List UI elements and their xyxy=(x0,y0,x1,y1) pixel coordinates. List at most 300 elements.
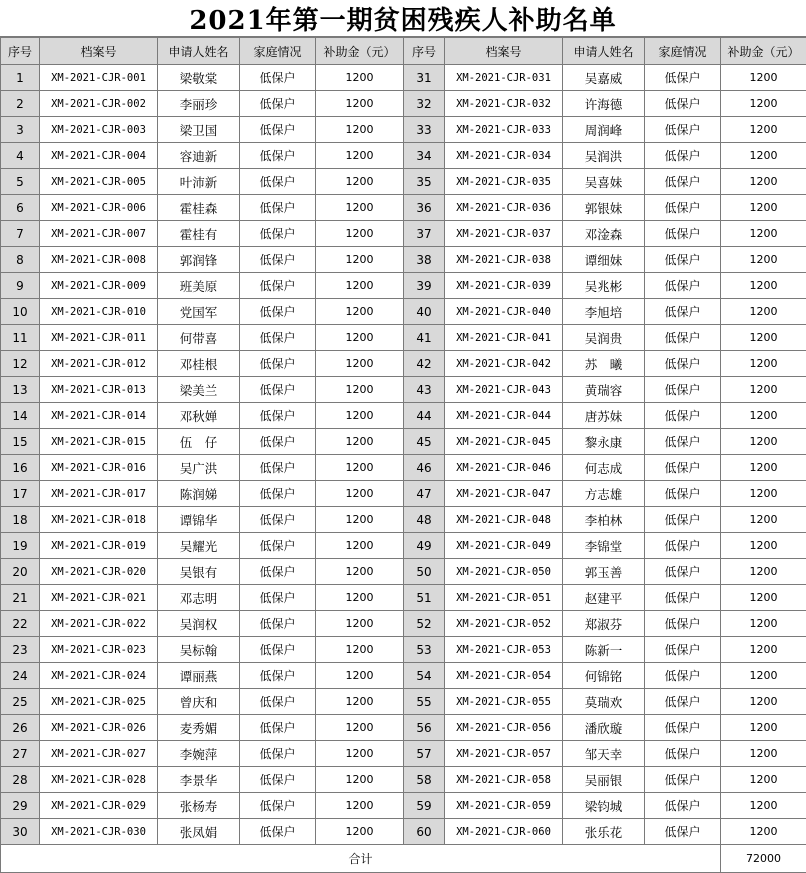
applicant-name-cell[interactable]: 吴兆彬 xyxy=(563,273,645,299)
subsidy-amount-cell[interactable]: 1200 xyxy=(721,559,806,585)
row-index-cell[interactable]: 7 xyxy=(1,221,40,247)
file-number-cell[interactable]: XM-2021-CJR-010 xyxy=(40,299,158,325)
family-status-cell[interactable]: 低保户 xyxy=(645,351,721,377)
applicant-name-cell[interactable]: 吴嘉威 xyxy=(563,65,645,91)
applicant-name-cell[interactable]: 邓秋婵 xyxy=(158,403,240,429)
row-index-cell[interactable]: 15 xyxy=(1,429,40,455)
applicant-name-cell[interactable]: 张凤娟 xyxy=(158,819,240,845)
row-index-cell[interactable]: 30 xyxy=(1,819,40,845)
family-status-cell[interactable]: 低保户 xyxy=(645,143,721,169)
file-number-cell[interactable]: XM-2021-CJR-006 xyxy=(40,195,158,221)
subsidy-amount-cell[interactable]: 1200 xyxy=(316,793,404,819)
family-status-cell[interactable]: 低保户 xyxy=(240,247,316,273)
subsidy-amount-cell[interactable]: 1200 xyxy=(316,663,404,689)
row-index-cell[interactable]: 21 xyxy=(1,585,40,611)
subsidy-amount-cell[interactable]: 1200 xyxy=(721,611,806,637)
subsidy-amount-cell[interactable]: 1200 xyxy=(316,481,404,507)
header-index[interactable]: 序号 xyxy=(1,38,40,65)
row-index-cell[interactable]: 37 xyxy=(404,221,445,247)
row-index-cell[interactable]: 31 xyxy=(404,65,445,91)
subsidy-amount-cell[interactable]: 1200 xyxy=(721,507,806,533)
row-index-cell[interactable]: 44 xyxy=(404,403,445,429)
family-status-cell[interactable]: 低保户 xyxy=(645,221,721,247)
subsidy-amount-cell[interactable]: 1200 xyxy=(316,169,404,195)
subsidy-amount-cell[interactable]: 1200 xyxy=(721,585,806,611)
family-status-cell[interactable]: 低保户 xyxy=(240,637,316,663)
applicant-name-cell[interactable]: 何锦铭 xyxy=(563,663,645,689)
row-index-cell[interactable]: 41 xyxy=(404,325,445,351)
file-number-cell[interactable]: XM-2021-CJR-017 xyxy=(40,481,158,507)
row-index-cell[interactable]: 57 xyxy=(404,741,445,767)
family-status-cell[interactable]: 低保户 xyxy=(645,533,721,559)
file-number-cell[interactable]: XM-2021-CJR-051 xyxy=(445,585,563,611)
subsidy-amount-cell[interactable]: 1200 xyxy=(721,455,806,481)
subsidy-amount-cell[interactable]: 1200 xyxy=(316,637,404,663)
file-number-cell[interactable]: XM-2021-CJR-026 xyxy=(40,715,158,741)
subsidy-amount-cell[interactable]: 1200 xyxy=(316,767,404,793)
row-index-cell[interactable]: 17 xyxy=(1,481,40,507)
family-status-cell[interactable]: 低保户 xyxy=(240,767,316,793)
file-number-cell[interactable]: XM-2021-CJR-021 xyxy=(40,585,158,611)
file-number-cell[interactable]: XM-2021-CJR-008 xyxy=(40,247,158,273)
applicant-name-cell[interactable]: 何志成 xyxy=(563,455,645,481)
row-index-cell[interactable]: 22 xyxy=(1,611,40,637)
subsidy-amount-cell[interactable]: 1200 xyxy=(721,819,806,845)
row-index-cell[interactable]: 16 xyxy=(1,455,40,481)
applicant-name-cell[interactable]: 邓志明 xyxy=(158,585,240,611)
row-index-cell[interactable]: 28 xyxy=(1,767,40,793)
subsidy-amount-cell[interactable]: 1200 xyxy=(721,637,806,663)
file-number-cell[interactable]: XM-2021-CJR-054 xyxy=(445,663,563,689)
row-index-cell[interactable]: 10 xyxy=(1,299,40,325)
subsidy-amount-cell[interactable]: 1200 xyxy=(721,299,806,325)
subsidy-amount-cell[interactable]: 1200 xyxy=(721,351,806,377)
applicant-name-cell[interactable]: 班美原 xyxy=(158,273,240,299)
applicant-name-cell[interactable]: 莫瑞欢 xyxy=(563,689,645,715)
subsidy-amount-cell[interactable]: 1200 xyxy=(721,221,806,247)
subsidy-amount-cell[interactable]: 1200 xyxy=(316,559,404,585)
family-status-cell[interactable]: 低保户 xyxy=(645,325,721,351)
file-number-cell[interactable]: XM-2021-CJR-032 xyxy=(445,91,563,117)
subsidy-amount-cell[interactable]: 1200 xyxy=(316,351,404,377)
subsidy-amount-cell[interactable]: 1200 xyxy=(316,195,404,221)
family-status-cell[interactable]: 低保户 xyxy=(240,611,316,637)
subsidy-amount-cell[interactable]: 1200 xyxy=(721,117,806,143)
header-file-no[interactable]: 档案号 xyxy=(40,38,158,65)
subsidy-amount-cell[interactable]: 1200 xyxy=(316,533,404,559)
family-status-cell[interactable]: 低保户 xyxy=(240,195,316,221)
applicant-name-cell[interactable]: 吴润洪 xyxy=(563,143,645,169)
file-number-cell[interactable]: XM-2021-CJR-044 xyxy=(445,403,563,429)
row-index-cell[interactable]: 23 xyxy=(1,637,40,663)
applicant-name-cell[interactable]: 吴润贵 xyxy=(563,325,645,351)
row-index-cell[interactable]: 38 xyxy=(404,247,445,273)
file-number-cell[interactable]: XM-2021-CJR-055 xyxy=(445,689,563,715)
family-status-cell[interactable]: 低保户 xyxy=(240,507,316,533)
subsidy-amount-cell[interactable]: 1200 xyxy=(721,247,806,273)
file-number-cell[interactable]: XM-2021-CJR-048 xyxy=(445,507,563,533)
row-index-cell[interactable]: 33 xyxy=(404,117,445,143)
file-number-cell[interactable]: XM-2021-CJR-007 xyxy=(40,221,158,247)
row-index-cell[interactable]: 43 xyxy=(404,377,445,403)
applicant-name-cell[interactable]: 邓桂根 xyxy=(158,351,240,377)
family-status-cell[interactable]: 低保户 xyxy=(645,767,721,793)
row-index-cell[interactable]: 11 xyxy=(1,325,40,351)
family-status-cell[interactable]: 低保户 xyxy=(645,585,721,611)
family-status-cell[interactable]: 低保户 xyxy=(240,793,316,819)
applicant-name-cell[interactable]: 李旭培 xyxy=(563,299,645,325)
row-index-cell[interactable]: 19 xyxy=(1,533,40,559)
family-status-cell[interactable]: 低保户 xyxy=(645,65,721,91)
subsidy-amount-cell[interactable]: 1200 xyxy=(721,481,806,507)
family-status-cell[interactable]: 低保户 xyxy=(240,403,316,429)
file-number-cell[interactable]: XM-2021-CJR-045 xyxy=(445,429,563,455)
family-status-cell[interactable]: 低保户 xyxy=(240,819,316,845)
applicant-name-cell[interactable]: 党国军 xyxy=(158,299,240,325)
subsidy-amount-cell[interactable]: 1200 xyxy=(721,273,806,299)
subsidy-amount-cell[interactable]: 1200 xyxy=(721,169,806,195)
row-index-cell[interactable]: 2 xyxy=(1,91,40,117)
header-family-status[interactable]: 家庭情况 xyxy=(645,38,721,65)
applicant-name-cell[interactable]: 吴标翰 xyxy=(158,637,240,663)
file-number-cell[interactable]: XM-2021-CJR-011 xyxy=(40,325,158,351)
family-status-cell[interactable]: 低保户 xyxy=(240,143,316,169)
family-status-cell[interactable]: 低保户 xyxy=(240,481,316,507)
header-applicant-name[interactable]: 申请人姓名 xyxy=(563,38,645,65)
file-number-cell[interactable]: XM-2021-CJR-003 xyxy=(40,117,158,143)
applicant-name-cell[interactable]: 何带喜 xyxy=(158,325,240,351)
applicant-name-cell[interactable]: 梁卫国 xyxy=(158,117,240,143)
file-number-cell[interactable]: XM-2021-CJR-058 xyxy=(445,767,563,793)
family-status-cell[interactable]: 低保户 xyxy=(645,663,721,689)
applicant-name-cell[interactable]: 郭玉善 xyxy=(563,559,645,585)
header-applicant-name[interactable]: 申请人姓名 xyxy=(158,38,240,65)
header-subsidy-amount[interactable]: 补助金（元） xyxy=(721,38,806,65)
header-file-no[interactable]: 档案号 xyxy=(445,38,563,65)
row-index-cell[interactable]: 53 xyxy=(404,637,445,663)
applicant-name-cell[interactable]: 吴丽银 xyxy=(563,767,645,793)
total-label[interactable]: 合计 xyxy=(1,845,721,873)
family-status-cell[interactable]: 低保户 xyxy=(240,65,316,91)
applicant-name-cell[interactable]: 梁敬棠 xyxy=(158,65,240,91)
subsidy-amount-cell[interactable]: 1200 xyxy=(721,325,806,351)
file-number-cell[interactable]: XM-2021-CJR-043 xyxy=(445,377,563,403)
applicant-name-cell[interactable]: 叶沛新 xyxy=(158,169,240,195)
row-index-cell[interactable]: 26 xyxy=(1,715,40,741)
file-number-cell[interactable]: XM-2021-CJR-022 xyxy=(40,611,158,637)
subsidy-amount-cell[interactable]: 1200 xyxy=(721,91,806,117)
file-number-cell[interactable]: XM-2021-CJR-018 xyxy=(40,507,158,533)
row-index-cell[interactable]: 36 xyxy=(404,195,445,221)
applicant-name-cell[interactable]: 许海德 xyxy=(563,91,645,117)
subsidy-amount-cell[interactable]: 1200 xyxy=(721,663,806,689)
applicant-name-cell[interactable]: 梁钧城 xyxy=(563,793,645,819)
subsidy-amount-cell[interactable]: 1200 xyxy=(316,819,404,845)
file-number-cell[interactable]: XM-2021-CJR-015 xyxy=(40,429,158,455)
row-index-cell[interactable]: 4 xyxy=(1,143,40,169)
applicant-name-cell[interactable]: 周润峰 xyxy=(563,117,645,143)
subsidy-amount-cell[interactable]: 1200 xyxy=(316,507,404,533)
row-index-cell[interactable]: 1 xyxy=(1,65,40,91)
row-index-cell[interactable]: 45 xyxy=(404,429,445,455)
family-status-cell[interactable]: 低保户 xyxy=(240,689,316,715)
row-index-cell[interactable]: 56 xyxy=(404,715,445,741)
file-number-cell[interactable]: XM-2021-CJR-040 xyxy=(445,299,563,325)
file-number-cell[interactable]: XM-2021-CJR-001 xyxy=(40,65,158,91)
row-index-cell[interactable]: 8 xyxy=(1,247,40,273)
applicant-name-cell[interactable]: 谭锦华 xyxy=(158,507,240,533)
file-number-cell[interactable]: XM-2021-CJR-002 xyxy=(40,91,158,117)
row-index-cell[interactable]: 5 xyxy=(1,169,40,195)
applicant-name-cell[interactable]: 李丽珍 xyxy=(158,91,240,117)
subsidy-amount-cell[interactable]: 1200 xyxy=(316,429,404,455)
header-family-status[interactable]: 家庭情况 xyxy=(240,38,316,65)
subsidy-amount-cell[interactable]: 1200 xyxy=(721,429,806,455)
applicant-name-cell[interactable]: 李景华 xyxy=(158,767,240,793)
family-status-cell[interactable]: 低保户 xyxy=(240,325,316,351)
file-number-cell[interactable]: XM-2021-CJR-038 xyxy=(445,247,563,273)
row-index-cell[interactable]: 24 xyxy=(1,663,40,689)
family-status-cell[interactable]: 低保户 xyxy=(240,559,316,585)
file-number-cell[interactable]: XM-2021-CJR-052 xyxy=(445,611,563,637)
applicant-name-cell[interactable]: 黎永康 xyxy=(563,429,645,455)
file-number-cell[interactable]: XM-2021-CJR-004 xyxy=(40,143,158,169)
subsidy-amount-cell[interactable]: 1200 xyxy=(316,247,404,273)
subsidy-amount-cell[interactable]: 1200 xyxy=(721,793,806,819)
family-status-cell[interactable]: 低保户 xyxy=(645,507,721,533)
applicant-name-cell[interactable]: 李柏林 xyxy=(563,507,645,533)
row-index-cell[interactable]: 9 xyxy=(1,273,40,299)
family-status-cell[interactable]: 低保户 xyxy=(240,741,316,767)
applicant-name-cell[interactable]: 吴银有 xyxy=(158,559,240,585)
family-status-cell[interactable]: 低保户 xyxy=(240,299,316,325)
row-index-cell[interactable]: 48 xyxy=(404,507,445,533)
family-status-cell[interactable]: 低保户 xyxy=(645,117,721,143)
row-index-cell[interactable]: 3 xyxy=(1,117,40,143)
applicant-name-cell[interactable]: 曾庆和 xyxy=(158,689,240,715)
subsidy-amount-cell[interactable]: 1200 xyxy=(316,715,404,741)
file-number-cell[interactable]: XM-2021-CJR-057 xyxy=(445,741,563,767)
applicant-name-cell[interactable]: 霍桂有 xyxy=(158,221,240,247)
subsidy-amount-cell[interactable]: 1200 xyxy=(316,611,404,637)
file-number-cell[interactable]: XM-2021-CJR-037 xyxy=(445,221,563,247)
subsidy-amount-cell[interactable]: 1200 xyxy=(316,325,404,351)
applicant-name-cell[interactable]: 麦秀媚 xyxy=(158,715,240,741)
family-status-cell[interactable]: 低保户 xyxy=(645,793,721,819)
file-number-cell[interactable]: XM-2021-CJR-049 xyxy=(445,533,563,559)
family-status-cell[interactable]: 低保户 xyxy=(645,611,721,637)
subsidy-amount-cell[interactable]: 1200 xyxy=(316,91,404,117)
file-number-cell[interactable]: XM-2021-CJR-016 xyxy=(40,455,158,481)
file-number-cell[interactable]: XM-2021-CJR-005 xyxy=(40,169,158,195)
family-status-cell[interactable]: 低保户 xyxy=(645,689,721,715)
subsidy-amount-cell[interactable]: 1200 xyxy=(316,455,404,481)
family-status-cell[interactable]: 低保户 xyxy=(240,663,316,689)
row-index-cell[interactable]: 20 xyxy=(1,559,40,585)
file-number-cell[interactable]: XM-2021-CJR-033 xyxy=(445,117,563,143)
applicant-name-cell[interactable]: 郭润锋 xyxy=(158,247,240,273)
subsidy-amount-cell[interactable]: 1200 xyxy=(721,767,806,793)
row-index-cell[interactable]: 58 xyxy=(404,767,445,793)
family-status-cell[interactable]: 低保户 xyxy=(645,377,721,403)
subsidy-amount-cell[interactable]: 1200 xyxy=(316,377,404,403)
subsidy-amount-cell[interactable]: 1200 xyxy=(316,741,404,767)
applicant-name-cell[interactable]: 容迪新 xyxy=(158,143,240,169)
file-number-cell[interactable]: XM-2021-CJR-046 xyxy=(445,455,563,481)
row-index-cell[interactable]: 59 xyxy=(404,793,445,819)
family-status-cell[interactable]: 低保户 xyxy=(240,429,316,455)
row-index-cell[interactable]: 12 xyxy=(1,351,40,377)
subsidy-amount-cell[interactable]: 1200 xyxy=(316,65,404,91)
family-status-cell[interactable]: 低保户 xyxy=(645,819,721,845)
applicant-name-cell[interactable]: 陈润娣 xyxy=(158,481,240,507)
family-status-cell[interactable]: 低保户 xyxy=(645,403,721,429)
subsidy-amount-cell[interactable]: 1200 xyxy=(316,273,404,299)
row-index-cell[interactable]: 52 xyxy=(404,611,445,637)
subsidy-amount-cell[interactable]: 1200 xyxy=(721,195,806,221)
applicant-name-cell[interactable]: 方志雄 xyxy=(563,481,645,507)
file-number-cell[interactable]: XM-2021-CJR-030 xyxy=(40,819,158,845)
row-index-cell[interactable]: 18 xyxy=(1,507,40,533)
file-number-cell[interactable]: XM-2021-CJR-028 xyxy=(40,767,158,793)
subsidy-amount-cell[interactable]: 1200 xyxy=(316,403,404,429)
applicant-name-cell[interactable]: 谭细妹 xyxy=(563,247,645,273)
applicant-name-cell[interactable]: 郑淑芬 xyxy=(563,611,645,637)
family-status-cell[interactable]: 低保户 xyxy=(645,195,721,221)
subsidy-amount-cell[interactable]: 1200 xyxy=(721,65,806,91)
header-index[interactable]: 序号 xyxy=(404,38,445,65)
file-number-cell[interactable]: XM-2021-CJR-009 xyxy=(40,273,158,299)
family-status-cell[interactable]: 低保户 xyxy=(645,273,721,299)
family-status-cell[interactable]: 低保户 xyxy=(645,91,721,117)
row-index-cell[interactable]: 34 xyxy=(404,143,445,169)
family-status-cell[interactable]: 低保户 xyxy=(240,91,316,117)
row-index-cell[interactable]: 14 xyxy=(1,403,40,429)
applicant-name-cell[interactable]: 伍 仔 xyxy=(158,429,240,455)
file-number-cell[interactable]: XM-2021-CJR-047 xyxy=(445,481,563,507)
applicant-name-cell[interactable]: 吴喜妹 xyxy=(563,169,645,195)
family-status-cell[interactable]: 低保户 xyxy=(240,169,316,195)
row-index-cell[interactable]: 13 xyxy=(1,377,40,403)
family-status-cell[interactable]: 低保户 xyxy=(645,637,721,663)
header-subsidy-amount[interactable]: 补助金（元） xyxy=(316,38,404,65)
subsidy-amount-cell[interactable]: 1200 xyxy=(316,585,404,611)
applicant-name-cell[interactable]: 邹天幸 xyxy=(563,741,645,767)
family-status-cell[interactable]: 低保户 xyxy=(240,377,316,403)
row-index-cell[interactable]: 60 xyxy=(404,819,445,845)
subsidy-amount-cell[interactable]: 1200 xyxy=(316,299,404,325)
file-number-cell[interactable]: XM-2021-CJR-034 xyxy=(445,143,563,169)
row-index-cell[interactable]: 47 xyxy=(404,481,445,507)
family-status-cell[interactable]: 低保户 xyxy=(645,169,721,195)
subsidy-amount-cell[interactable]: 1200 xyxy=(316,689,404,715)
subsidy-amount-cell[interactable]: 1200 xyxy=(316,117,404,143)
family-status-cell[interactable]: 低保户 xyxy=(240,351,316,377)
file-number-cell[interactable]: XM-2021-CJR-042 xyxy=(445,351,563,377)
applicant-name-cell[interactable]: 陈新一 xyxy=(563,637,645,663)
file-number-cell[interactable]: XM-2021-CJR-035 xyxy=(445,169,563,195)
total-value[interactable]: 72000 xyxy=(721,845,806,873)
family-status-cell[interactable]: 低保户 xyxy=(240,117,316,143)
applicant-name-cell[interactable]: 李锦堂 xyxy=(563,533,645,559)
file-number-cell[interactable]: XM-2021-CJR-019 xyxy=(40,533,158,559)
applicant-name-cell[interactable]: 赵建平 xyxy=(563,585,645,611)
family-status-cell[interactable]: 低保户 xyxy=(240,533,316,559)
file-number-cell[interactable]: XM-2021-CJR-041 xyxy=(445,325,563,351)
file-number-cell[interactable]: XM-2021-CJR-039 xyxy=(445,273,563,299)
file-number-cell[interactable]: XM-2021-CJR-023 xyxy=(40,637,158,663)
file-number-cell[interactable]: XM-2021-CJR-012 xyxy=(40,351,158,377)
applicant-name-cell[interactable]: 梁美兰 xyxy=(158,377,240,403)
family-status-cell[interactable]: 低保户 xyxy=(645,715,721,741)
family-status-cell[interactable]: 低保户 xyxy=(645,299,721,325)
subsidy-amount-cell[interactable]: 1200 xyxy=(721,741,806,767)
subsidy-amount-cell[interactable]: 1200 xyxy=(316,143,404,169)
family-status-cell[interactable]: 低保户 xyxy=(240,715,316,741)
applicant-name-cell[interactable]: 潘欣璇 xyxy=(563,715,645,741)
file-number-cell[interactable]: XM-2021-CJR-031 xyxy=(445,65,563,91)
applicant-name-cell[interactable]: 郭银妹 xyxy=(563,195,645,221)
family-status-cell[interactable]: 低保户 xyxy=(240,585,316,611)
row-index-cell[interactable]: 40 xyxy=(404,299,445,325)
family-status-cell[interactable]: 低保户 xyxy=(645,741,721,767)
applicant-name-cell[interactable]: 霍桂森 xyxy=(158,195,240,221)
applicant-name-cell[interactable]: 苏 曦 xyxy=(563,351,645,377)
subsidy-amount-cell[interactable]: 1200 xyxy=(721,143,806,169)
subsidy-amount-cell[interactable]: 1200 xyxy=(316,221,404,247)
row-index-cell[interactable]: 51 xyxy=(404,585,445,611)
file-number-cell[interactable]: XM-2021-CJR-024 xyxy=(40,663,158,689)
file-number-cell[interactable]: XM-2021-CJR-020 xyxy=(40,559,158,585)
family-status-cell[interactable]: 低保户 xyxy=(240,273,316,299)
row-index-cell[interactable]: 39 xyxy=(404,273,445,299)
file-number-cell[interactable]: XM-2021-CJR-036 xyxy=(445,195,563,221)
family-status-cell[interactable]: 低保户 xyxy=(645,455,721,481)
subsidy-amount-cell[interactable]: 1200 xyxy=(721,533,806,559)
family-status-cell[interactable]: 低保户 xyxy=(645,559,721,585)
applicant-name-cell[interactable]: 张乐花 xyxy=(563,819,645,845)
row-index-cell[interactable]: 54 xyxy=(404,663,445,689)
family-status-cell[interactable]: 低保户 xyxy=(645,429,721,455)
family-status-cell[interactable]: 低保户 xyxy=(240,455,316,481)
row-index-cell[interactable]: 27 xyxy=(1,741,40,767)
file-number-cell[interactable]: XM-2021-CJR-050 xyxy=(445,559,563,585)
applicant-name-cell[interactable]: 李婉萍 xyxy=(158,741,240,767)
applicant-name-cell[interactable]: 唐苏妹 xyxy=(563,403,645,429)
applicant-name-cell[interactable]: 吴耀光 xyxy=(158,533,240,559)
subsidy-amount-cell[interactable]: 1200 xyxy=(721,403,806,429)
applicant-name-cell[interactable]: 吴广洪 xyxy=(158,455,240,481)
applicant-name-cell[interactable]: 邓淦森 xyxy=(563,221,645,247)
file-number-cell[interactable]: XM-2021-CJR-059 xyxy=(445,793,563,819)
file-number-cell[interactable]: XM-2021-CJR-027 xyxy=(40,741,158,767)
file-number-cell[interactable]: XM-2021-CJR-029 xyxy=(40,793,158,819)
file-number-cell[interactable]: XM-2021-CJR-014 xyxy=(40,403,158,429)
file-number-cell[interactable]: XM-2021-CJR-053 xyxy=(445,637,563,663)
row-index-cell[interactable]: 6 xyxy=(1,195,40,221)
file-number-cell[interactable]: XM-2021-CJR-013 xyxy=(40,377,158,403)
applicant-name-cell[interactable]: 吴润权 xyxy=(158,611,240,637)
file-number-cell[interactable]: XM-2021-CJR-025 xyxy=(40,689,158,715)
applicant-name-cell[interactable]: 张杨寿 xyxy=(158,793,240,819)
row-index-cell[interactable]: 50 xyxy=(404,559,445,585)
file-number-cell[interactable]: XM-2021-CJR-056 xyxy=(445,715,563,741)
family-status-cell[interactable]: 低保户 xyxy=(645,481,721,507)
row-index-cell[interactable]: 55 xyxy=(404,689,445,715)
applicant-name-cell[interactable]: 黄瑞容 xyxy=(563,377,645,403)
row-index-cell[interactable]: 32 xyxy=(404,91,445,117)
subsidy-amount-cell[interactable]: 1200 xyxy=(721,377,806,403)
